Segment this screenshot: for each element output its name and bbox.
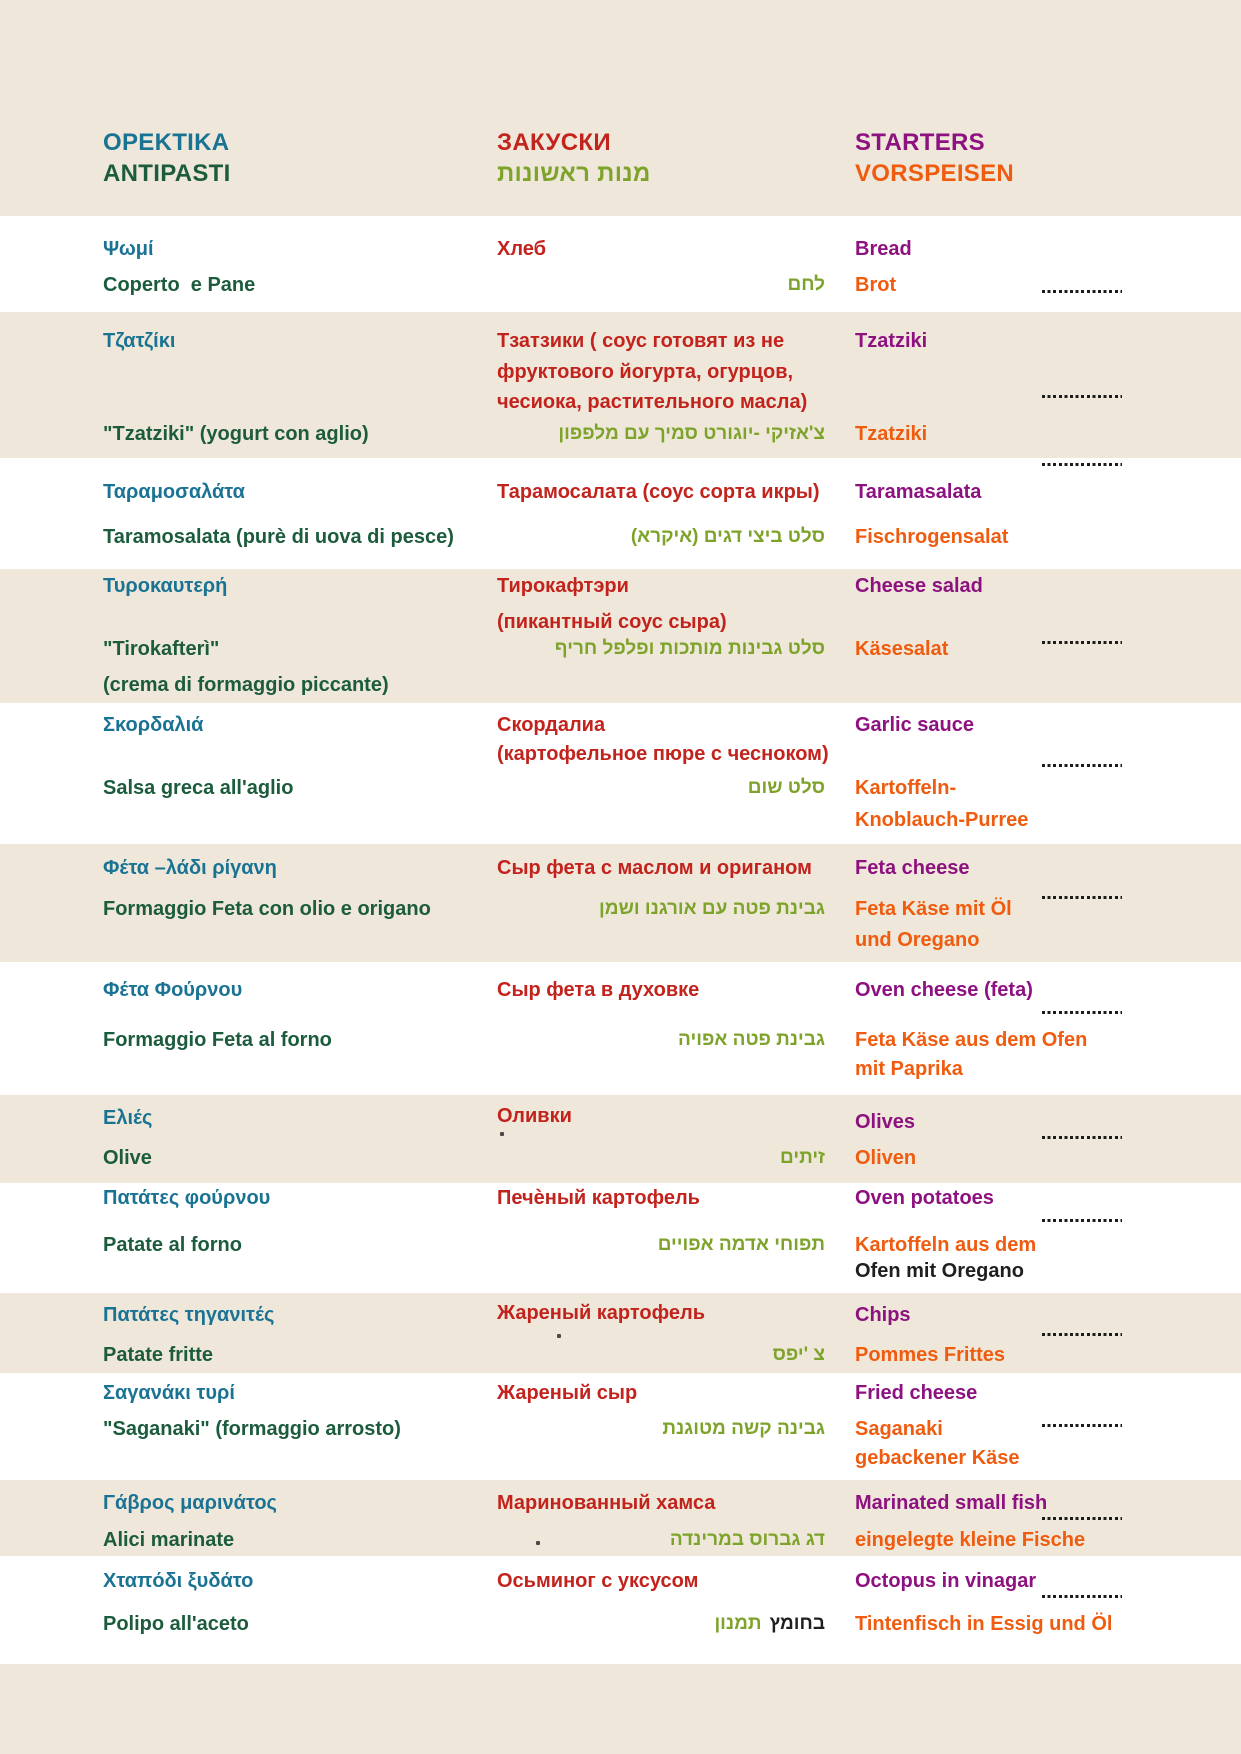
item-feta-cheese-english: Feta cheese (855, 857, 970, 879)
item-tzatziki-italian: "Tzatziki" (yogurt con aglio) (103, 423, 369, 445)
item-cheese-salad-italian-1: "Tirokafterì" (103, 638, 220, 660)
item-feta-cheese-german-2: und Oregano (855, 929, 980, 951)
stray-period-dot (500, 1132, 504, 1136)
item-fried-cheese-english: Fried cheese (855, 1382, 978, 1404)
item-feta-cheese-russian: Сыр фета с маслом и ориганом (497, 857, 812, 879)
item-garlic-sauce-german-1: Kartoffeln- (855, 777, 957, 799)
item-taramasalata-english: Taramasalata (855, 481, 982, 503)
item-fried-cheese-russian: Жареный сыр (497, 1382, 638, 1404)
item-octopus-hebrew-word-2: בחומץ (769, 1613, 825, 1634)
item-octopus-greek: Χταπόδι ξυδάτο (103, 1570, 254, 1592)
item-garlic-sauce-greek: Σκορδαλιά (103, 714, 204, 736)
item-oven-potatoes-german-2: Ofen mit Oregano (855, 1260, 1024, 1282)
item-garlic-sauce-italian: Salsa greca all'aglio (103, 777, 294, 799)
dotted-line-cheese-salad (1042, 641, 1122, 644)
item-taramasalata-italian: Taramosalata (purè di uova di pesce) (103, 526, 454, 548)
item-oven-potatoes-italian: Patate al forno (103, 1234, 242, 1256)
item-marinated-fish-italian: Alici marinate (103, 1529, 235, 1551)
dotted-line-fried-cheese (1042, 1424, 1122, 1427)
item-taramasalata-german: Fischrogensalat (855, 526, 1009, 548)
item-feta-cheese-hebrew: גבינת פטה עם אורגנו ושמן (599, 898, 825, 919)
item-garlic-sauce-english: Garlic sauce (855, 714, 974, 736)
item-tzatziki-greek: Τζατζίκι (103, 330, 176, 352)
header-hebrew: מנות ראשונות (497, 160, 651, 187)
item-bread-russian: Хлеб (497, 238, 546, 260)
dotted-line-marinated-fish (1042, 1517, 1122, 1520)
item-taramasalata-russian: Тарамосалата (соус сорта икры) (497, 481, 820, 503)
item-chips-hebrew: צ 'יפס (772, 1344, 825, 1365)
item-bread-italian: Coperto e Pane (103, 274, 256, 296)
item-bread-hebrew: לחם (787, 274, 825, 295)
item-oven-potatoes-english: Oven potatoes (855, 1187, 994, 1209)
item-olives-greek: Ελιές (103, 1107, 153, 1129)
item-octopus-english: Octopus in vinagar (855, 1570, 1037, 1592)
item-taramasalata-hebrew: סלט ביצי דגים (איקרא) (630, 526, 825, 547)
item-chips-greek: Πατάτες τηγανιτές (103, 1304, 275, 1326)
item-octopus-german: Tintenfisch in Essig und Öl (855, 1613, 1113, 1635)
header-german: VORSPEISEN (855, 160, 1015, 187)
item-cheese-salad-greek: Τυροκαυτερή (103, 575, 228, 597)
dotted-line-oven-potatoes (1042, 1219, 1122, 1222)
header-italian: ANTIPASTI (103, 160, 231, 187)
item-marinated-fish-hebrew: דג גברוס במרינדה (669, 1529, 825, 1550)
item-marinated-fish-greek: Γάβρος μαρινάτος (103, 1492, 277, 1514)
stray-period-dot (557, 1334, 561, 1338)
dotted-line-garlic-sauce (1042, 764, 1122, 767)
item-olives-english: Olives (855, 1111, 916, 1133)
item-fried-cheese-hebrew: גבינה קשה מטוגנת (662, 1418, 825, 1439)
item-oven-cheese-italian: Formaggio Feta al forno (103, 1029, 332, 1051)
item-oven-cheese-greek: Φέτα Φούρνου (103, 979, 243, 1001)
item-oven-cheese-english: Oven cheese (feta) (855, 979, 1033, 1001)
item-tzatziki-russian-2: фруктового йогурта, огурцов, (497, 361, 794, 383)
dotted-line-feta-cheese (1042, 896, 1122, 899)
header-english: STARTERS (855, 129, 985, 156)
item-chips-italian: Patate fritte (103, 1344, 214, 1366)
item-oven-potatoes-hebrew: תפוחי אדמה אפויים (657, 1234, 825, 1255)
dotted-line-tzatziki (1042, 395, 1122, 398)
dotted-line-taramasalata (1042, 463, 1122, 466)
item-cheese-salad-english: Cheese salad (855, 575, 983, 597)
item-olives-hebrew: זיתים (780, 1147, 825, 1168)
item-octopus-hebrew-word-1: תמנון (714, 1613, 762, 1634)
item-tzatziki-english: Tzatziki (855, 330, 928, 352)
item-feta-cheese-german-1: Feta Käse mit Öl (855, 898, 1012, 920)
item-fried-cheese-german-2: gebackener Käse (855, 1447, 1020, 1469)
dotted-line-bread (1042, 290, 1122, 293)
item-cheese-salad-german: Käsesalat (855, 638, 949, 660)
item-fried-cheese-italian: "Saganaki" (formaggio arrosto) (103, 1418, 401, 1440)
footer-band (0, 1664, 1241, 1754)
item-garlic-sauce-russian-2: (картофельное пюре с чесноком) (497, 743, 829, 765)
item-olives-german: Oliven (855, 1147, 917, 1169)
header-russian: ЗАКУСКИ (497, 129, 611, 156)
item-oven-cheese-hebrew: גבינת פטה אפויה (678, 1029, 825, 1050)
item-octopus-russian: Осьминог с уксусом (497, 1570, 699, 1592)
item-olives-russian: Оливки (497, 1105, 572, 1127)
item-tzatziki-hebrew: צ'אזיקי -יוגורט סמיך עם מלפפון (558, 423, 825, 444)
item-cheese-salad-italian-2: (crema di formaggio piccante) (103, 674, 389, 696)
item-marinated-fish-german: eingelegte kleine Fische (855, 1529, 1086, 1551)
item-bread-english: Bread (855, 238, 912, 260)
item-marinated-fish-russian: Маринованный хамса (497, 1492, 716, 1514)
item-octopus-hebrew (497, 1612, 825, 1636)
dotted-line-octopus (1042, 1595, 1122, 1598)
item-feta-cheese-greek: Φέτα –λάδι ρίγανη (103, 857, 277, 879)
item-fried-cheese-greek: Σαγανάκι τυρί (103, 1382, 235, 1404)
item-garlic-sauce-russian-1: Скордалиа (497, 714, 606, 736)
item-tzatziki-russian-3: чесиока, растительного масла) (497, 391, 808, 413)
header-greek: ΟΡΕΚΤΙΚΑ (103, 129, 230, 156)
item-garlic-sauce-hebrew: סלט שום (747, 777, 825, 798)
item-chips-russian: Жареный картофель (497, 1302, 705, 1324)
item-taramasalata-greek: Ταραμοσαλάτα (103, 481, 245, 503)
item-oven-potatoes-russian: Печѐный картофель (497, 1187, 700, 1209)
item-feta-cheese-italian: Formaggio Feta con olio e origano (103, 898, 431, 920)
item-oven-potatoes-greek: Πατάτες φούρνου (103, 1187, 271, 1209)
item-tzatziki-german: Tzatziki (855, 423, 928, 445)
item-bread-greek: Ψωμί (103, 238, 154, 260)
item-garlic-sauce-german-2: Knoblauch-Purree (855, 809, 1029, 831)
item-cheese-salad-russian-1: Тирокафтэри (497, 575, 629, 597)
item-oven-potatoes-german-1: Kartoffeln aus dem (855, 1234, 1037, 1256)
item-chips-german: Pommes Frittes (855, 1344, 1006, 1366)
item-octopus-italian: Polipo all'aceto (103, 1613, 249, 1635)
item-bread-german: Brot (855, 274, 897, 296)
item-marinated-fish-english: Marinated small fish (855, 1492, 1048, 1514)
item-cheese-salad-russian-2: (пикантный соус сыра) (497, 611, 727, 633)
item-oven-cheese-german-1: Feta Käse aus dem Ofen (855, 1029, 1088, 1051)
dotted-line-oven-cheese (1042, 1011, 1122, 1014)
item-fried-cheese-german-1: Saganaki (855, 1418, 943, 1440)
item-chips-english: Chips (855, 1304, 911, 1326)
item-cheese-salad-hebrew: סלט גבינות מותכות ופלפל חריף (554, 638, 825, 659)
dotted-line-olives (1042, 1136, 1122, 1139)
item-tzatziki-russian-1: Тзатзики ( соус готовят из не (497, 330, 785, 352)
item-olives-italian: Olive (103, 1147, 152, 1169)
item-oven-cheese-russian: Сыр фета в духовке (497, 979, 700, 1001)
dotted-line-chips (1042, 1333, 1122, 1336)
item-oven-cheese-german-2: mit Paprika (855, 1058, 963, 1080)
